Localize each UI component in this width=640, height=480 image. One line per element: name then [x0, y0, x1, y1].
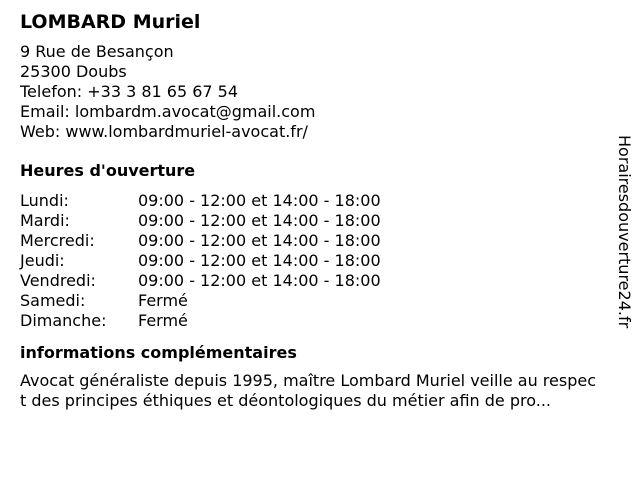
day-label: Jeudi:	[20, 251, 65, 270]
day-hours: 09:00 - 12:00 et 14:00 - 18:00	[138, 191, 381, 210]
hours-row-thursday	[20, 251, 610, 271]
address-city: 25300 Doubs	[20, 62, 127, 81]
day-hours: 09:00 - 12:00 et 14:00 - 18:00	[138, 271, 381, 290]
hours-row-monday	[20, 191, 610, 211]
day-hours: Fermé	[138, 291, 188, 310]
business-card	[20, 10, 610, 411]
address-street: 9 Rue de Besançon	[20, 42, 174, 61]
day-label: Mardi:	[20, 211, 70, 230]
business-name: LOMBARD Muriel	[20, 11, 201, 33]
day-label: Dimanche:	[20, 311, 107, 330]
info-heading: informations complémentaires	[20, 343, 297, 362]
site-watermark: Horairesdouverture24.fr	[615, 135, 634, 329]
hours-row-wednesday	[20, 231, 610, 251]
hours-table	[20, 191, 610, 331]
info-description: Avocat généraliste depuis 1995, maître Lombard Muriel veille au respect des principes éthiques et déontologiques du métier afin de pro...	[20, 371, 597, 410]
email-line: Email: lombardm.avocat@gmail.com	[20, 102, 316, 121]
day-label: Samedi:	[20, 291, 86, 310]
day-label: Mercredi:	[20, 231, 95, 250]
hours-row-friday	[20, 271, 610, 291]
day-hours: 09:00 - 12:00 et 14:00 - 18:00	[138, 231, 381, 250]
phone-line: Telefon: +33 3 81 65 67 54	[20, 82, 239, 101]
day-label: Vendredi:	[20, 271, 96, 290]
hours-heading: Heures d'ouverture	[20, 161, 196, 180]
hours-row-tuesday	[20, 211, 610, 231]
day-hours: 09:00 - 12:00 et 14:00 - 18:00	[138, 251, 381, 270]
hours-row-saturday	[20, 291, 610, 311]
website-line: Web: www.lombardmuriel-avocat.fr/	[20, 122, 308, 141]
day-hours: Fermé	[138, 311, 188, 330]
hours-row-sunday	[20, 311, 610, 331]
day-hours: 09:00 - 12:00 et 14:00 - 18:00	[138, 211, 381, 230]
day-label: Lundi:	[20, 191, 69, 210]
